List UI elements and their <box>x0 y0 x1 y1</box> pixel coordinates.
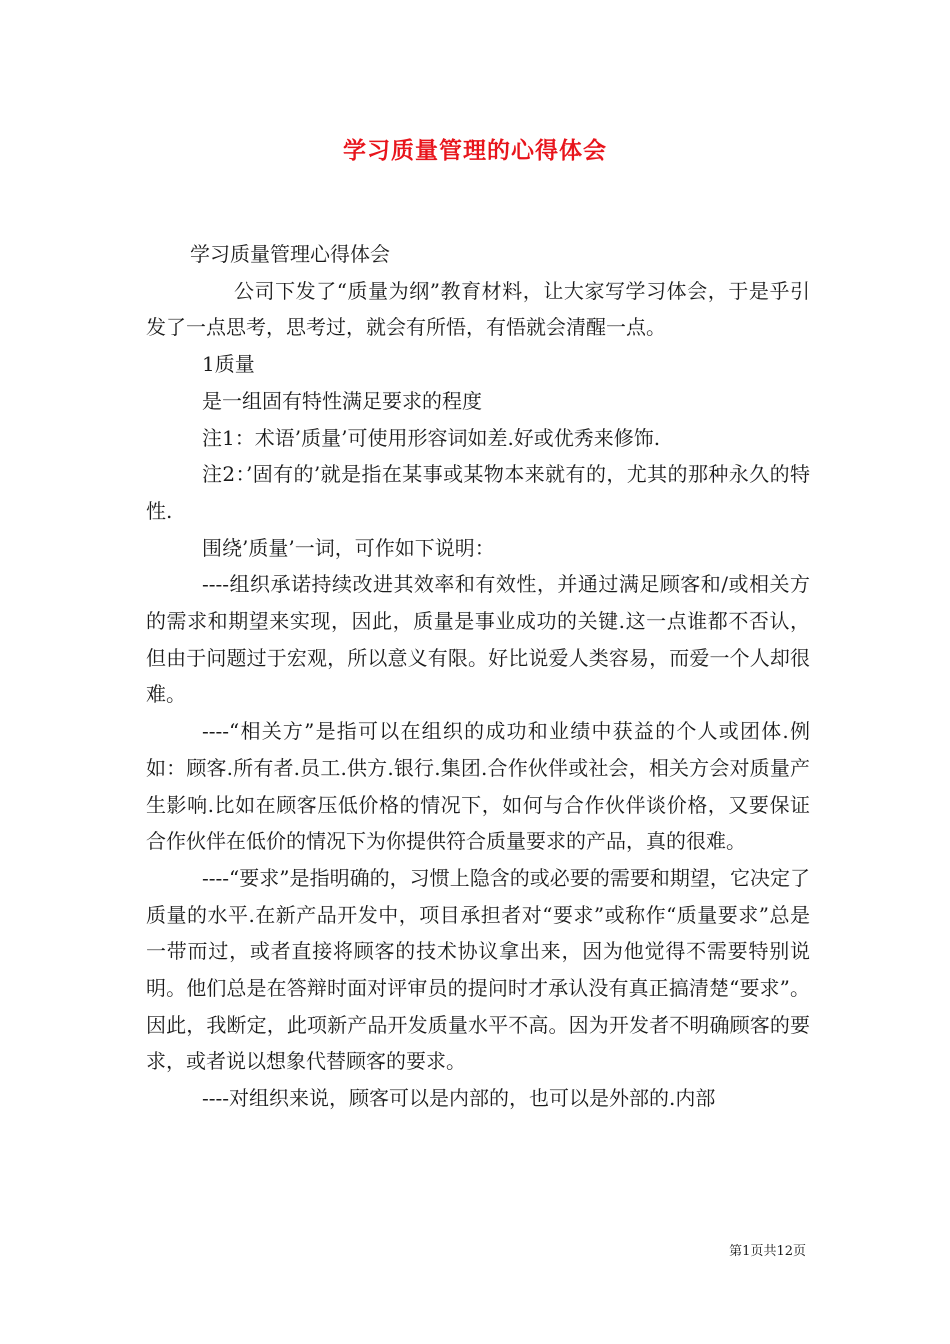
paragraph-requirements: ----“要求”是指明确的，习惯上隐含的或必要的需要和期望，它决定了质量的水平.在新产品开发中，项目承担者对“要求”或称作“质量要求”总是一带而过，或者直接将顾客的技术协议拿出来，因为他觉得不需要特别说明。他们总是在答辩时面对评审员的提问时才承认没有真正搞清楚“要求”。因此，我断定，此项新产品开发质量水平不高。因为开发者不明确顾客的要求，或者说以想象代替顾客的要求。 <box>146 865 810 1074</box>
paragraph-commitment: ----组织承诺持续改进其效率和有效性，并通过满足顾客和/或相关方的需求和期望来实现，因此，质量是事业成功的关键.这一点谁都不否认，但由于问题过于宏观，所以意义有限。好比说爱人类容易，而爱一个人却很难。 <box>146 572 810 707</box>
paragraph-section-heading: 1质量 <box>202 352 255 377</box>
paragraph-intro: 公司下发了“质量为纲”教育材料，让大家写学习体会，于是乎引发了一点思考，思考过，就会有所悟，有悟就会清醒一点。 <box>146 278 810 340</box>
paragraph-explanation-lead: 围绕’质量’一词，可作如下说明： <box>202 535 495 560</box>
paragraph-stakeholders: ----“相关方”是指可以在组织的成功和业绩中获益的个人或团体.例如：顾客.所有者.员工.供方.银行.集团.合作伙伴或社会，相关方会对质量产生影响.比如在顾客压低价格的情况下，如何与合作伙伴谈价格，又要保证合作伙伴在低价的情况下为你提供符合质量要求的产品，真的很难。 <box>146 719 810 854</box>
paragraph-note-2: 注2：’固有的’就是指在某事或某物本来就有的，尤其的那种永久的特性. <box>146 462 810 523</box>
paragraph-note-1: 注1：术语’质量’可使用形容词如差.好或优秀来修饰. <box>202 425 661 450</box>
document-body <box>146 236 810 1117</box>
paragraph-customers: ----对组织来说，顾客可以是内部的，也可以是外部的.内部 <box>202 1086 716 1111</box>
paragraph-subtitle: 学习质量管理心得体会 <box>190 242 390 266</box>
document-title: 学习质量管理的心得体会 <box>343 137 607 164</box>
paragraph-definition: 是一组固有特性满足要求的程度 <box>202 388 482 413</box>
page-number-footer: 第1页共12页 <box>729 1244 806 1259</box>
